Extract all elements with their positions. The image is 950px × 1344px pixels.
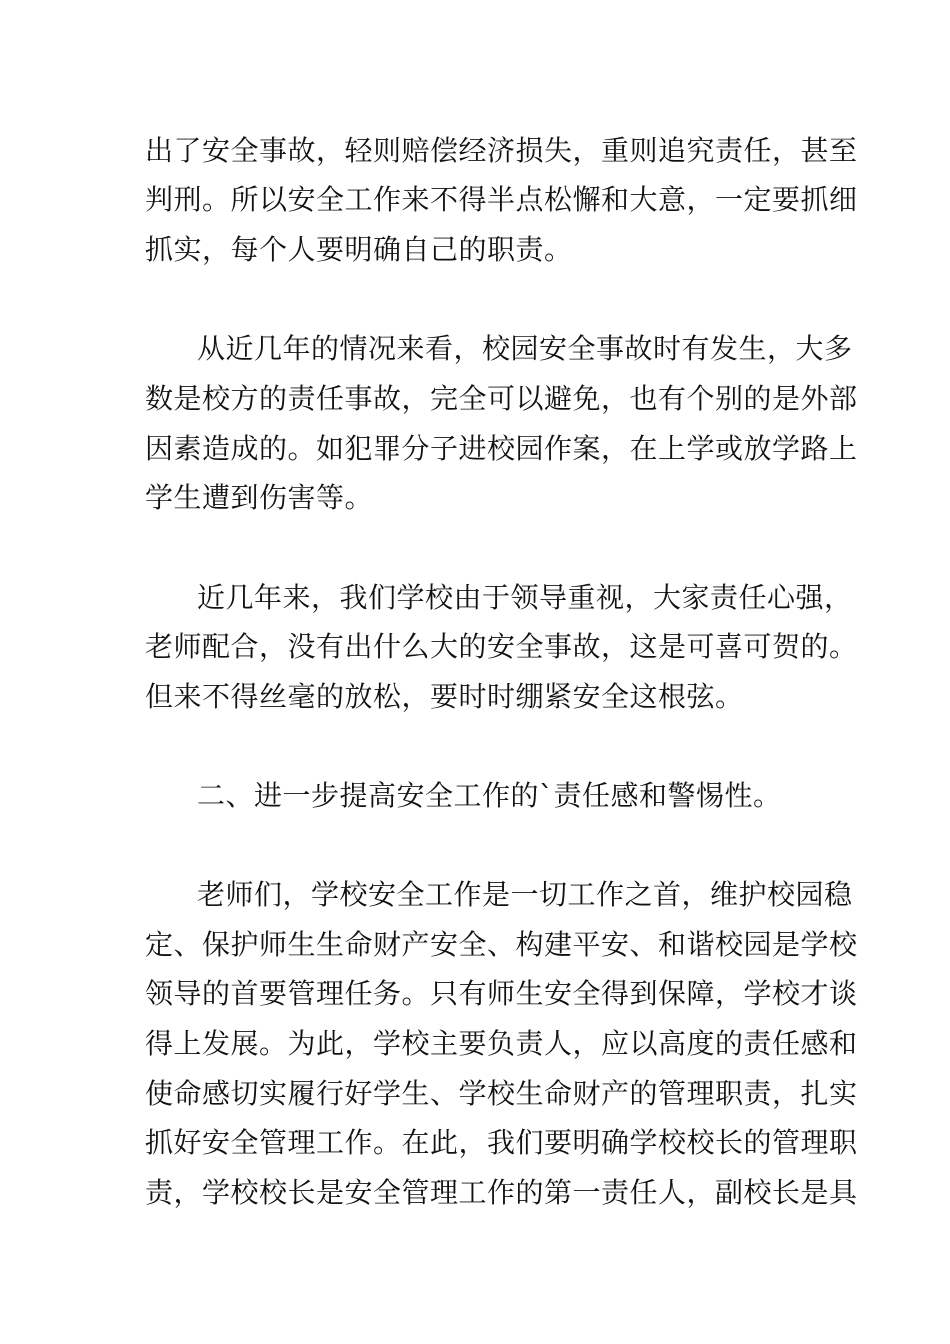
paragraph-5-line-1: 老师们，学校安全工作是一切工作之首，维护校园稳 — [197, 878, 853, 911]
paragraph-1-line-1: 出了安全事故，轻则赔偿经济损失，重则追究责任，甚至 — [145, 134, 858, 167]
paragraph-2-line-4: 学生遭到伤害等。 — [145, 481, 374, 514]
paragraph-5-line-4: 得上发展。为此，学校主要负责人，应以高度的责任感和 — [145, 1027, 858, 1060]
paragraph-2-line-3: 因素造成的。如犯罪分子进校园作案，在上学或放学路上 — [145, 432, 858, 465]
paragraph-3-line-3: 但来不得丝毫的放松，要时时绷紧安全这根弦。 — [145, 680, 744, 713]
section-heading: 二、进一步提高安全工作的`责任感和警惕性。 — [197, 779, 782, 812]
paragraph-3-line-1: 近几年来，我们学校由于领导重视，大家责任心强， — [197, 581, 853, 614]
paragraph-2-line-1: 从近几年的情况来看，校园安全事故时有发生，大多 — [197, 332, 853, 365]
paragraph-5-line-3: 领导的首要管理任务。只有师生安全得到保障，学校才谈 — [145, 977, 858, 1010]
paragraph-5-line-5: 使命感切实履行好学生、学校生命财产的管理职责，扎实 — [145, 1077, 858, 1110]
paragraph-2-line-2: 数是校方的责任事故，完全可以避免，也有个别的是外部 — [145, 382, 858, 415]
paragraph-3-line-2: 老师配合，没有出什么大的安全事故，这是可喜可贺的。 — [145, 630, 858, 663]
paragraph-1-line-2: 判刑。所以安全工作来不得半点松懈和大意，一定要抓细 — [145, 183, 858, 216]
paragraph-5-line-2: 定、保护师生生命财产安全、构建平安、和谐校园是学校 — [145, 928, 858, 961]
paragraph-5-line-7: 责，学校校长是安全管理工作的第一责任人，副校长是具 — [145, 1176, 858, 1209]
paragraph-5-line-6: 抓好安全管理工作。在此，我们要明确学校校长的管理职 — [145, 1126, 858, 1159]
paragraph-1-line-3: 抓实，每个人要明确自己的职责。 — [145, 233, 573, 266]
